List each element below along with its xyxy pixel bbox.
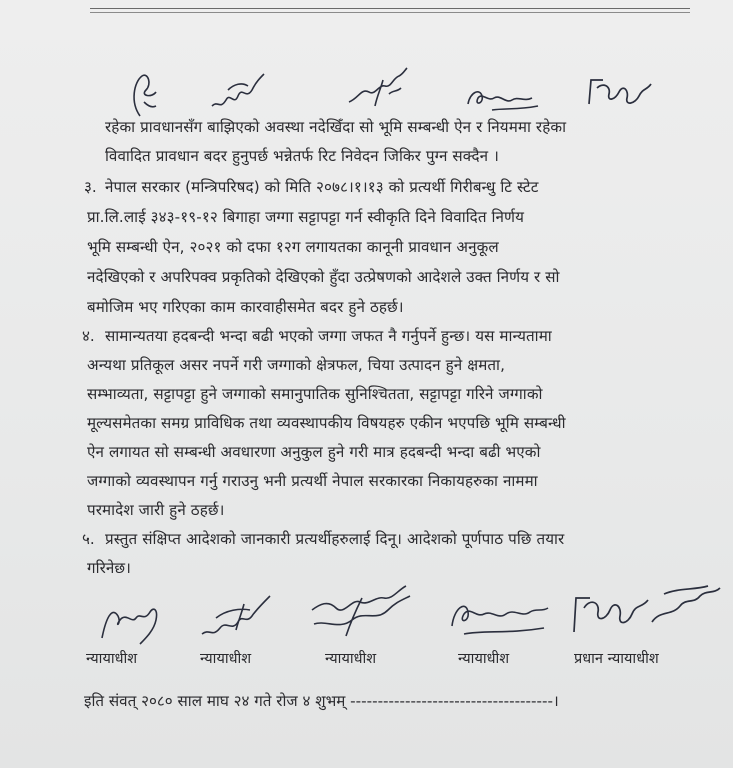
paragraph-number-4: ४.: [82, 327, 95, 345]
para3-line-4: नदेखिएको र अपरिपक्व प्रकृतिको देखिएको हुँदा उत्प्रेषणको आदेशले उक्त निर्णय र सो: [87, 268, 560, 286]
initial-signature-4: [462, 82, 542, 116]
para3-line-3: भूमि सम्बन्धी ऐन, २०२१ को दफा १२ग लगायतका कानूनी प्रावधान अनुकूल: [87, 238, 499, 256]
initial-signature-5: [585, 74, 655, 114]
judge-signature-4: [444, 592, 554, 644]
initial-signature-3: [345, 66, 411, 112]
para4-line-1: सामान्यतया हदबन्दी भन्दा बढी भएको जग्गा जफत नै गर्नुपर्ने हुन्छ। यस मान्यतामा: [105, 327, 552, 345]
initial-signature-1: [126, 72, 162, 118]
para4-line-6: जग्गाको व्यवस्थापन गर्नु गराउनु भनी प्रत्यर्थी नेपाल सरकारका निकायहरुका नाममा: [87, 472, 538, 490]
judge-label-3: न्यायाधीश: [325, 651, 377, 667]
para3-line-5: बमोजिम भए गरिएका काम कारवाहीसमेत बदर हुने ठहर्छ।: [87, 298, 404, 316]
para5-line-1: प्रस्तुत संक्षिप्त आदेशको जानकारी प्रत्यर्थीहरुलाई दिनू। आदेशको पूर्णपाठ पछि तयार: [105, 530, 565, 548]
judge-label-4: न्यायाधीश: [458, 651, 510, 667]
para4-line-5: ऐन लगायत सो सम्बन्धी अवधारणा अनुकुल हुने गरी मात्र हदबन्दी भन्दा बढी भएको: [87, 443, 541, 461]
para4-line-4: मूल्यसमेतका समग्र प्राविधिक तथा व्यवस्थापकीय विषयहरु एकीन भएपछि भूमि सम्बन्धी: [87, 414, 566, 432]
judge-label-chief: प्रधान न्यायाधीश: [574, 651, 659, 667]
paragraph-number-3: ३.: [84, 178, 97, 196]
judge-signature-1: [96, 598, 166, 650]
judge-signature-2: [196, 590, 276, 648]
judge-label-2: न्यायाधीश: [200, 651, 252, 667]
para5-line-2: गरिनेछ।: [87, 559, 132, 577]
para4-line-7: परमादेश जारी हुने ठहर्छ।: [87, 501, 225, 519]
para3-line-1: नेपाल सरकार (मन्त्रिपरिषद) को मिति २०७८।१।१३ को प्रत्यर्थी गिरीबन्धु टि स्टेट: [105, 178, 539, 196]
judge-label-1: न्यायाधीश: [86, 651, 138, 667]
para4-line-2: अन्यथा प्रतिकूल असर नपर्ने गरी जग्गाको क्षेत्रफल, चिया उत्पादन हुने क्षमता,: [87, 356, 506, 374]
judge-signature-3: [306, 580, 416, 646]
chief-justice-signature: [568, 582, 728, 648]
closing-date-line: इति संवत् २०८० साल माघ २४ गते रोज ४ शुभम् -------------------------------------।: [84, 692, 559, 710]
para4-line-3: सम्भाव्यता, सट्टापट्टा हुने जग्गाको समानुपातिक सुनिश्चितता, सट्टापट्टा गरिने जग्गाको: [87, 385, 543, 403]
initial-signature-2: [208, 70, 268, 114]
para3-line-2: प्रा.लि.लाई ३४३-१९-१२ बिगाहा जग्गा सट्टापट्टा गर्न स्वीकृति दिने विवादित निर्णय: [87, 208, 524, 226]
intro-line-1: रहेका प्रावधानसँग बाझिएको अवस्था नदेखिँदा सो भूमि सम्बन्धी ऐन र नियममा रहेका: [105, 118, 567, 136]
paragraph-number-5: ५.: [82, 530, 95, 548]
top-border-line: [90, 8, 690, 9]
top-border-line-secondary: [90, 12, 690, 13]
intro-line-2: विवादित प्रावधान बदर हुनुपर्छ भन्नेतर्फ रिट निवेदन जिकिर पुग्न सक्दैन ।: [105, 147, 499, 165]
